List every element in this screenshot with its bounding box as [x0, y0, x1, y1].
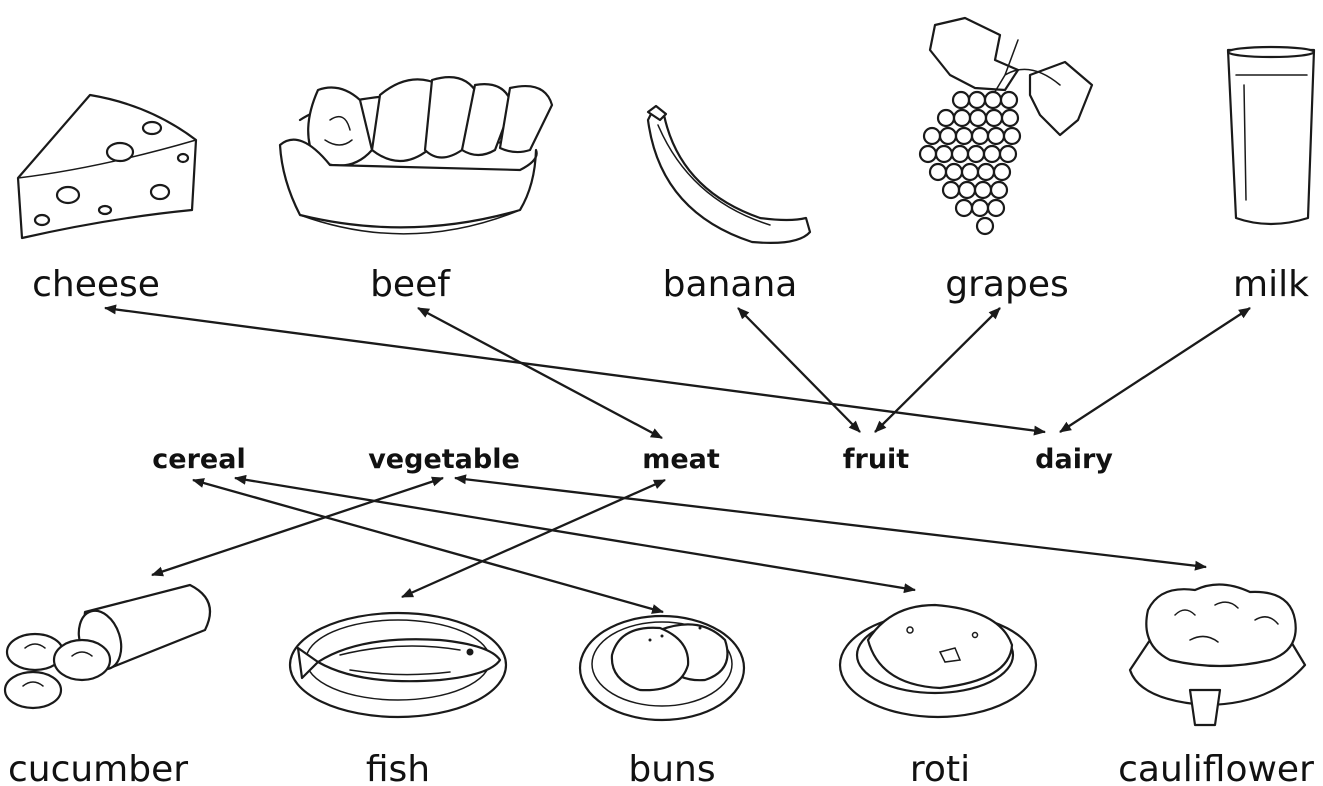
arrow-milk-dairy	[1060, 308, 1250, 432]
buns-icon	[580, 616, 744, 720]
roti-icon	[840, 605, 1036, 717]
category-label-fruit: fruit	[842, 444, 910, 475]
arrow-beef-meat	[418, 308, 662, 438]
category-label-meat: meat	[642, 444, 720, 475]
category-label-dairy: dairy	[1035, 444, 1113, 475]
banana-icon	[648, 106, 810, 243]
arrow-grapes-fruit	[875, 308, 1000, 432]
milk-icon	[1228, 47, 1314, 224]
category-label-vegetable: vegetable	[368, 444, 520, 475]
food-label-buns: buns	[628, 749, 716, 786]
food-label-cheese: cheese	[32, 264, 160, 305]
arrow-buns-cereal	[193, 480, 663, 612]
food-label-beef: beef	[370, 264, 450, 305]
fish-icon	[290, 613, 506, 717]
grapes-icon	[920, 18, 1092, 234]
food-label-roti: roti	[909, 749, 971, 786]
beef-icon	[280, 77, 552, 234]
cheese-icon	[18, 95, 196, 238]
food-label-fish: fish	[365, 749, 431, 786]
food-label-cucumber: cucumber	[7, 749, 189, 786]
category-label-cereal: cereal	[152, 444, 246, 475]
arrow-banana-fruit	[738, 308, 860, 432]
food-label-milk: milk	[1233, 264, 1309, 305]
food-label-banana: banana	[662, 264, 798, 305]
cauliflower-icon	[1130, 584, 1305, 725]
food-label-cauliflower: cauliflower	[1118, 749, 1314, 786]
arrow-cheese-dairy	[105, 308, 1045, 432]
cucumber-icon	[5, 585, 210, 708]
food-label-grapes: grapes	[945, 264, 1069, 305]
arrow-cucumber-vegetable	[152, 478, 443, 575]
arrow-roti-cereal	[235, 478, 915, 590]
